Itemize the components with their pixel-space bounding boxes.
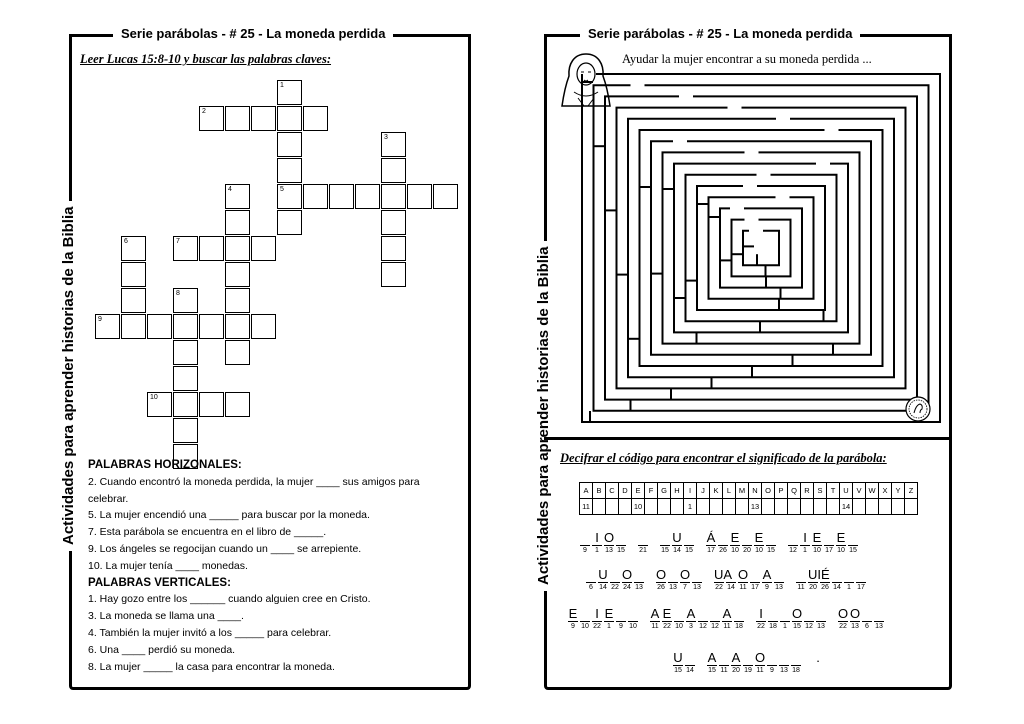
code-line xyxy=(585,567,877,593)
crossword-cell[interactable] xyxy=(225,340,250,365)
crossword-cell[interactable] xyxy=(225,392,250,417)
code-line xyxy=(567,606,895,632)
alphabet-letter: O xyxy=(762,483,775,499)
vertical-clues-title: PALABRAS VERTICALES: xyxy=(88,576,231,589)
alphabet-letter: I xyxy=(684,483,697,499)
code-letter[interactable]: I 22 xyxy=(757,606,765,630)
code-letter[interactable]: 13 xyxy=(633,567,645,593)
code-letter[interactable]: 26 xyxy=(717,530,729,556)
horizontal-clue: 5. La mujer encendió una _____ para buscar por la moneda. xyxy=(88,509,370,522)
alphabet-letter: Y xyxy=(892,483,905,499)
alphabet-code[interactable] xyxy=(788,499,801,515)
alphabet-code[interactable] xyxy=(606,499,619,515)
clue-number: 3 xyxy=(384,134,388,141)
code-letter[interactable]: U 14 xyxy=(672,530,682,554)
crossword-cell[interactable] xyxy=(225,314,250,339)
code-letter[interactable]: O 7 xyxy=(680,567,691,591)
code-letter[interactable]: A 11 xyxy=(722,606,732,630)
code-letter[interactable]: A 20 xyxy=(731,650,741,674)
horizontal-clues-title: PALABRAS HORIZONALES: xyxy=(88,459,242,471)
code-letter[interactable]: 12 xyxy=(709,606,721,632)
code-line xyxy=(579,530,869,556)
code-letter[interactable]: O 22 xyxy=(838,606,849,630)
alphabet-code[interactable] xyxy=(866,499,879,515)
alphabet-letter: M xyxy=(736,483,749,499)
code-letter[interactable]: 17 xyxy=(749,567,761,593)
alphabet-code[interactable] xyxy=(619,499,632,515)
code-letter[interactable]: 14 xyxy=(831,567,843,593)
alphabet-code[interactable] xyxy=(723,499,736,515)
code-letter[interactable]: 6 xyxy=(861,606,873,632)
clue-number: 1 xyxy=(280,82,284,89)
crossword-cell[interactable] xyxy=(173,366,198,391)
section-divider xyxy=(544,437,952,440)
crossword-cell[interactable] xyxy=(381,184,406,209)
crossword-cell[interactable] xyxy=(381,236,406,261)
maze xyxy=(576,68,946,428)
code-letter[interactable]: U 14 xyxy=(598,567,608,591)
crossword-cell[interactable] xyxy=(199,314,224,339)
code-letter[interactable]: 9 xyxy=(579,530,591,556)
code-letter[interactable]: E 10 xyxy=(730,530,740,554)
vertical-clue: 4. También la mujer invitó a los _____ para celebrar. xyxy=(88,626,332,639)
alphabet-code[interactable] xyxy=(814,499,827,515)
alphabet-code[interactable] xyxy=(593,499,606,515)
vertical-clue: 8. La mujer _____ la casa para encontrar la moneda. xyxy=(88,660,335,673)
crossword-cell[interactable] xyxy=(225,210,250,235)
code-letter[interactable]: A 3 xyxy=(686,606,696,630)
alphabet-letter: W xyxy=(866,483,879,499)
crossword-cell[interactable] xyxy=(173,236,198,261)
code-letter[interactable]: 11 xyxy=(795,567,807,593)
crossword-cell[interactable] xyxy=(199,236,224,261)
crossword-cell[interactable] xyxy=(173,314,198,339)
alphabet-letter: V xyxy=(853,483,866,499)
code-title: Decifrar el código para encontrar el significado de la parábola: xyxy=(560,451,887,465)
alphabet-code[interactable] xyxy=(801,499,814,515)
alphabet-letter: S xyxy=(814,483,827,499)
code-letter[interactable]: O 13 xyxy=(850,606,861,630)
code-letter[interactable]: 13 xyxy=(873,606,885,632)
code-letter[interactable]: 20 xyxy=(741,530,753,556)
alphabet-letter: C xyxy=(606,483,619,499)
code-letter[interactable]: 18 xyxy=(790,650,802,676)
alphabet-code[interactable] xyxy=(658,499,671,515)
code-word xyxy=(579,530,627,556)
code-letter[interactable]: 14 xyxy=(684,650,696,676)
code-letter[interactable]: 15 xyxy=(615,530,627,556)
code-letter[interactable]: O 11 xyxy=(755,650,766,674)
alphabet-letter: K xyxy=(710,483,723,499)
code-letter[interactable]: E 22 xyxy=(662,606,672,630)
crossword-cell[interactable] xyxy=(381,210,406,235)
crossword-cell[interactable] xyxy=(251,314,276,339)
crossword-cell[interactable] xyxy=(225,106,250,131)
code-letter[interactable]: 10 xyxy=(627,606,639,632)
code-letter[interactable]: 12 xyxy=(803,606,815,632)
code-letter[interactable]: 14 xyxy=(725,567,737,593)
clue-number: 6 xyxy=(124,238,128,245)
vertical-clue: 6. Una ____ perdió su moneda. xyxy=(88,643,236,656)
code-letter[interactable]: 19 xyxy=(742,650,754,676)
code-letter[interactable]: O 11 xyxy=(738,567,749,591)
code-word xyxy=(655,567,703,593)
crossword-cell[interactable] xyxy=(121,262,146,287)
code-letter[interactable]: 18 xyxy=(733,606,745,632)
code-letter[interactable]: E 10 xyxy=(812,530,822,554)
alphabet-letter: D xyxy=(619,483,632,499)
code-word xyxy=(787,530,859,556)
crossword-cell[interactable] xyxy=(277,158,302,183)
crossword-cell[interactable] xyxy=(433,184,458,209)
code-line xyxy=(672,650,834,676)
crossword-cell[interactable] xyxy=(173,340,198,365)
code-letter[interactable]: A 9 xyxy=(762,567,772,591)
left-side-title: Actividades para aprender historias de la Biblia xyxy=(60,201,77,551)
crossword-cell[interactable] xyxy=(225,184,250,209)
vertical-clue: 1. Hay gozo entre los ______ cuando alguien cree en Cristo. xyxy=(88,593,371,606)
alphabet-code[interactable] xyxy=(827,499,840,515)
code-letter[interactable]: 11 xyxy=(718,650,730,676)
alphabet-code[interactable] xyxy=(671,499,684,515)
crossword-cell[interactable] xyxy=(277,132,302,157)
code-letter[interactable]: 10 xyxy=(673,606,685,632)
crossword-cell[interactable] xyxy=(121,236,146,261)
crossword-cell[interactable] xyxy=(251,236,276,261)
crossword-cell[interactable] xyxy=(147,392,172,417)
code-letter[interactable]: 10 xyxy=(579,606,591,632)
crossword-cell[interactable] xyxy=(121,314,146,339)
code-letter[interactable]: 22 xyxy=(609,567,621,593)
code-letter[interactable]: . xyxy=(816,650,820,665)
clue-number: 7 xyxy=(176,238,180,245)
crossword-cell[interactable] xyxy=(147,314,172,339)
horizontal-clue: 10. La mujer tenía ____ monedas. xyxy=(88,559,248,572)
code-letter[interactable]: O 15 xyxy=(792,606,803,630)
code-word xyxy=(567,606,639,632)
code-word xyxy=(706,650,802,676)
crossword-cell[interactable] xyxy=(277,106,302,131)
code-letter[interactable]: 15 xyxy=(683,530,695,556)
code-letter[interactable]: 12 xyxy=(787,530,799,556)
code-letter[interactable]: I 22 xyxy=(593,606,601,630)
alphabet-code[interactable]: 11 xyxy=(580,499,593,515)
alphabet-code[interactable] xyxy=(905,499,918,515)
code-word xyxy=(649,606,745,632)
code-word xyxy=(585,567,645,593)
alphabet-letter: F xyxy=(645,483,658,499)
code-letter[interactable]: 17 xyxy=(823,530,835,556)
alphabet-letter: A xyxy=(580,483,593,499)
alphabet-letter: U xyxy=(840,483,853,499)
code-letter[interactable]: UA 22 xyxy=(714,567,733,591)
crossword-cell[interactable] xyxy=(251,106,276,131)
alphabet-code[interactable]: 10 xyxy=(632,499,645,515)
crossword-cell[interactable] xyxy=(407,184,432,209)
code-letter[interactable]: I 1 xyxy=(799,530,811,556)
code-word xyxy=(705,530,777,556)
horizontal-clue: 2. Cuando encontró la moneda perdida, la mujer ____ sus amigos para celebrar. xyxy=(88,475,420,505)
code-word xyxy=(637,530,649,556)
crossword-cell[interactable] xyxy=(225,236,250,261)
crossword-cell[interactable] xyxy=(381,132,406,157)
code-letter[interactable]: 1 xyxy=(779,606,791,632)
clue-number: 4 xyxy=(228,186,232,193)
alphabet-code[interactable]: 13 xyxy=(749,499,762,515)
code-letter[interactable]: UIÉ 20 xyxy=(808,567,830,591)
code-letter[interactable]: O 26 xyxy=(656,567,667,591)
right-side-title: Actividades para aprender historias de la Biblia xyxy=(535,241,552,591)
code-letter[interactable]: A 15 xyxy=(707,650,717,674)
alphabet-letter: T xyxy=(827,483,840,499)
clue-number: 9 xyxy=(98,316,102,323)
crossword-instruction: Leer Lucas 15:8-10 y buscar las palabras claves: xyxy=(80,52,332,66)
code-letter[interactable]: 15 xyxy=(765,530,777,556)
code-letter[interactable]: A 11 xyxy=(650,606,660,630)
alphabet-code[interactable] xyxy=(736,499,749,515)
horizontal-clue: 7. Esta parábola se encuentra en el libro de _____. xyxy=(88,526,327,539)
crossword-clues xyxy=(88,457,448,675)
code-letter[interactable]: E 10 xyxy=(754,530,764,554)
alphabet-code[interactable] xyxy=(853,499,866,515)
alphabet-letter: E xyxy=(632,483,645,499)
crossword-cell[interactable] xyxy=(277,80,302,105)
left-header: Serie parábolas - # 25 - La moneda perdida xyxy=(113,26,393,41)
alphabet-code[interactable] xyxy=(645,499,658,515)
vertical-clue: 3. La moneda se llama una ____. xyxy=(88,610,244,623)
crossword-cell[interactable] xyxy=(173,288,198,313)
alphabet-letter: H xyxy=(671,483,684,499)
crossword-cell[interactable] xyxy=(95,314,120,339)
code-word xyxy=(659,530,695,556)
clue-number: 2 xyxy=(202,108,206,115)
clue-number: 10 xyxy=(150,394,158,401)
alphabet-code-table xyxy=(579,482,918,515)
crossword-cell[interactable] xyxy=(303,184,328,209)
alphabet-code[interactable] xyxy=(775,499,788,515)
alphabet-letter: G xyxy=(658,483,671,499)
alphabet-code[interactable] xyxy=(892,499,905,515)
code-letter[interactable]: 26 xyxy=(819,567,831,593)
alphabet-letter: Z xyxy=(905,483,918,499)
code-letter[interactable]: Á 17 xyxy=(706,530,716,554)
crossword-cell[interactable] xyxy=(277,184,302,209)
code-letter[interactable]: 9 xyxy=(615,606,627,632)
crossword-cell[interactable] xyxy=(355,184,380,209)
code-word xyxy=(795,567,867,593)
code-letter[interactable]: 17 xyxy=(855,567,867,593)
clue-number: 8 xyxy=(176,290,180,297)
code-letter[interactable]: E 1 xyxy=(604,606,614,630)
alphabet-letter: X xyxy=(879,483,892,499)
coin-icon xyxy=(905,396,931,422)
horizontal-clue: 9. Los ángeles se regocijan cuando un ____ se arrepiente. xyxy=(88,542,362,555)
alphabet-code[interactable] xyxy=(762,499,775,515)
alphabet-letter: P xyxy=(775,483,788,499)
alphabet-code[interactable]: 1 xyxy=(684,499,697,515)
code-letter[interactable]: I 1 xyxy=(591,530,603,556)
crossword-cell[interactable] xyxy=(381,158,406,183)
code-word xyxy=(837,606,885,632)
code-letter[interactable]: 15 xyxy=(847,530,859,556)
alphabet-letter: R xyxy=(801,483,814,499)
alphabet-letter: Q xyxy=(788,483,801,499)
crossword-cell[interactable] xyxy=(199,392,224,417)
crossword-cell[interactable] xyxy=(303,106,328,131)
alphabet-code[interactable] xyxy=(697,499,710,515)
code-letter[interactable]: 13 xyxy=(778,650,790,676)
crossword-cell[interactable] xyxy=(199,106,224,131)
alphabet-code[interactable]: 14 xyxy=(840,499,853,515)
code-letter[interactable]: U 15 xyxy=(673,650,683,674)
alphabet-letter: B xyxy=(593,483,606,499)
right-header: Serie parábolas - # 25 - La moneda perdida xyxy=(580,26,860,41)
code-letter[interactable]: 9 xyxy=(766,650,778,676)
code-letter[interactable]: 18 xyxy=(767,606,779,632)
code-word xyxy=(812,650,824,675)
code-word xyxy=(755,606,827,632)
clue-number: 5 xyxy=(280,186,284,193)
code-letter[interactable]: E 9 xyxy=(568,606,578,630)
code-letter[interactable]: 13 xyxy=(667,567,679,593)
code-word xyxy=(713,567,785,593)
code-letter[interactable]: 13 xyxy=(773,567,785,593)
alphabet-letter: L xyxy=(723,483,736,499)
crossword-cell[interactable] xyxy=(121,288,146,313)
crossword-cell[interactable] xyxy=(173,392,198,417)
crossword-cell[interactable] xyxy=(225,288,250,313)
crossword-cell[interactable] xyxy=(329,184,354,209)
crossword-cell[interactable] xyxy=(277,210,302,235)
code-letter[interactable]: 13 xyxy=(691,567,703,593)
code-letter[interactable]: 13 xyxy=(815,606,827,632)
code-word xyxy=(672,650,696,676)
code-letter[interactable]: O 13 xyxy=(604,530,615,554)
code-letter[interactable]: O 24 xyxy=(622,567,633,591)
code-letter[interactable]: E 10 xyxy=(836,530,846,554)
code-letter[interactable]: 15 xyxy=(659,530,671,556)
alphabet-code[interactable] xyxy=(879,499,892,515)
crossword-cell[interactable] xyxy=(173,418,198,443)
alphabet-letter: J xyxy=(697,483,710,499)
code-letter[interactable]: 21 xyxy=(637,530,649,556)
crossword-cell[interactable] xyxy=(381,262,406,287)
maze-title: Ayudar la mujer encontrar a su moneda perdida ... xyxy=(622,52,872,66)
code-letter[interactable]: 6 xyxy=(585,567,597,593)
alphabet-letter: N xyxy=(749,483,762,499)
crossword-cell[interactable] xyxy=(225,262,250,287)
code-letter[interactable]: 1 xyxy=(843,567,855,593)
code-letter[interactable]: 12 xyxy=(697,606,709,632)
alphabet-code[interactable] xyxy=(710,499,723,515)
